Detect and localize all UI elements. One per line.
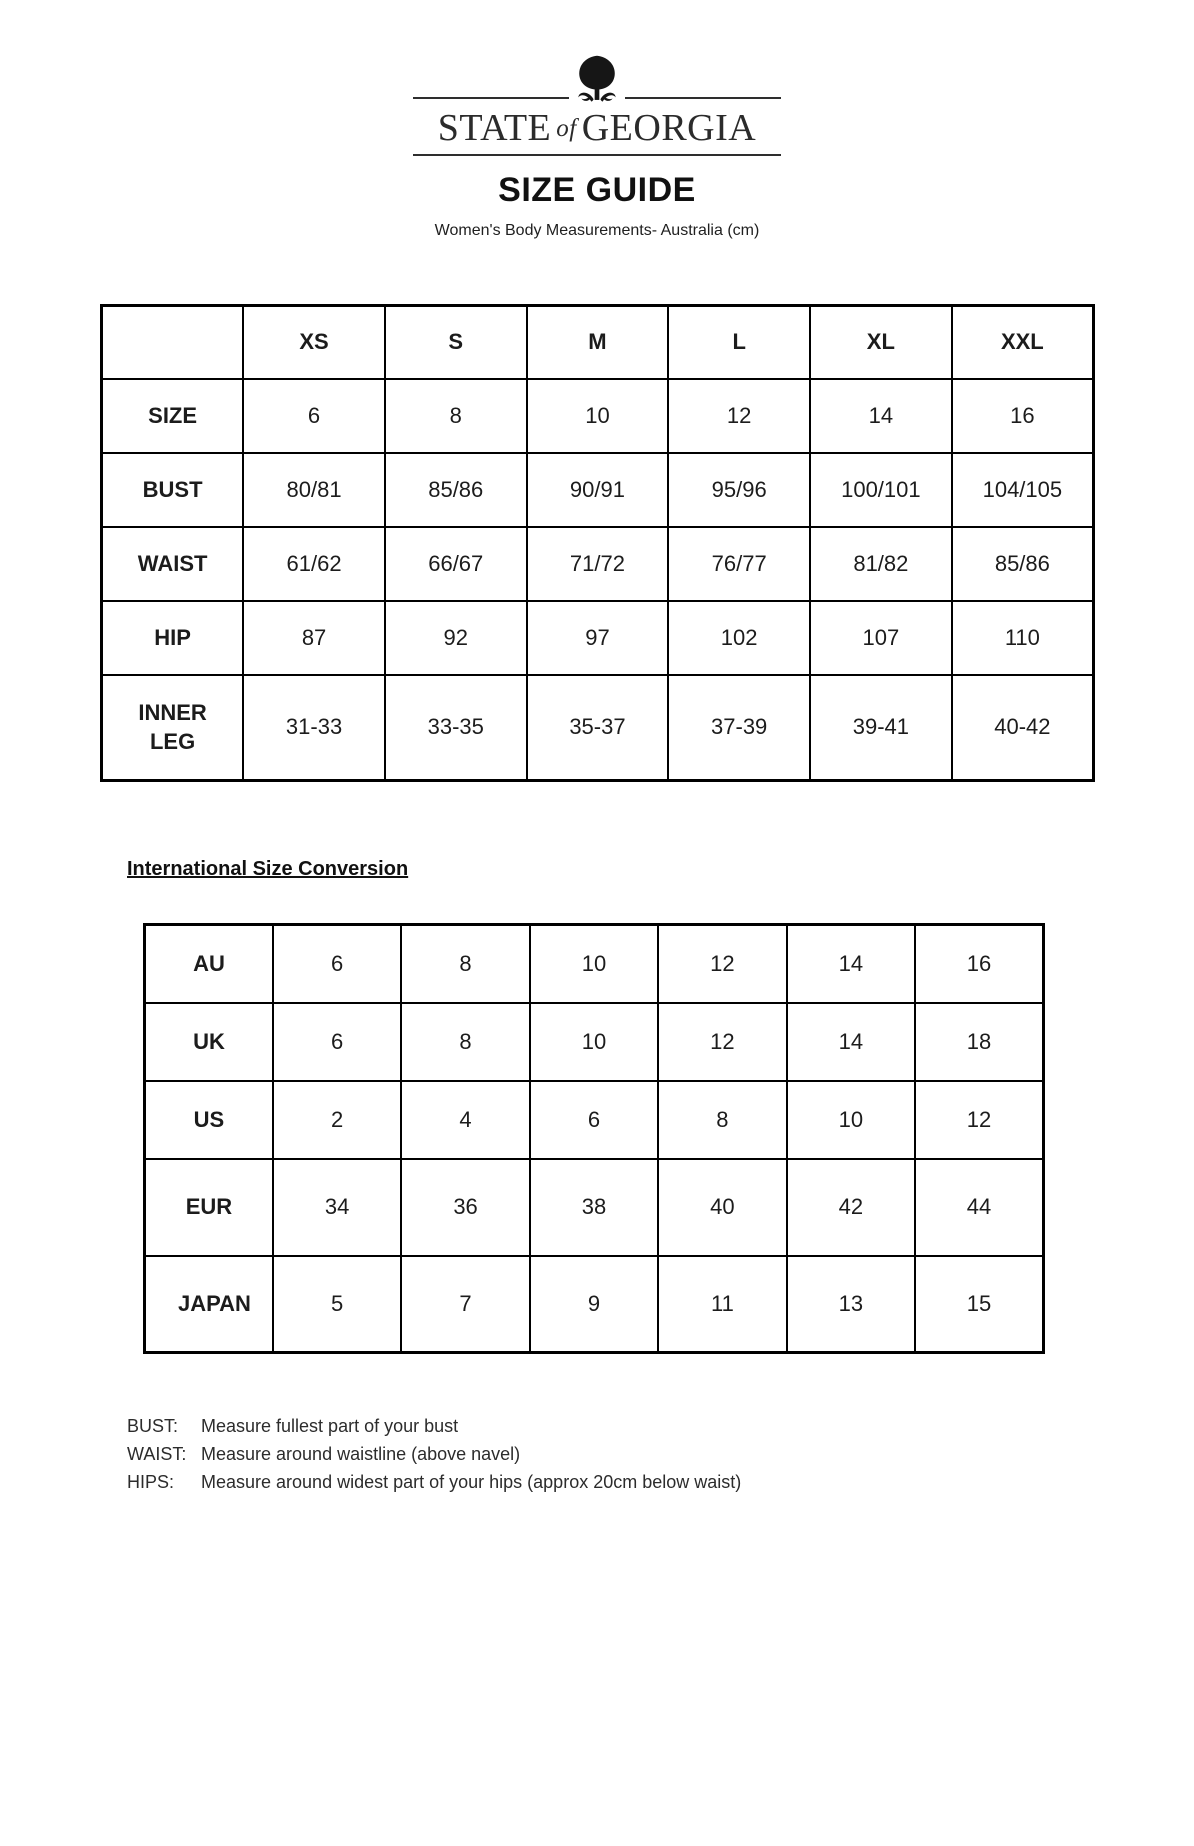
table-row-us: [145, 1081, 1044, 1159]
cell: 31-33: [243, 675, 385, 781]
logo-bottom-rule: [413, 154, 781, 156]
table-row-japan: [145, 1256, 1044, 1353]
cell: 7: [401, 1256, 529, 1353]
table-row-waist: [102, 527, 1094, 601]
cell: 14: [787, 1003, 915, 1081]
measurement-notes: [127, 1412, 1194, 1496]
cell: 37-39: [668, 675, 810, 781]
cell: 100/101: [810, 453, 952, 527]
cell: 39-41: [810, 675, 952, 781]
note-bust: [127, 1412, 1194, 1440]
row-label-size: SIZE: [102, 379, 244, 453]
cell: 85/86: [385, 453, 527, 527]
cell: 40-42: [952, 675, 1094, 781]
cell: 61/62: [243, 527, 385, 601]
table-row-au: [145, 925, 1044, 1003]
measurement-table: [100, 304, 1095, 782]
cell: 66/67: [385, 527, 527, 601]
brand-logo: [413, 54, 781, 156]
table-row-hip: [102, 601, 1094, 675]
cell: 36: [401, 1159, 529, 1256]
cell: 10: [530, 925, 658, 1003]
column-header-xs: XS: [243, 306, 385, 379]
cell: 92: [385, 601, 527, 675]
brand-name-state: STATE: [437, 107, 552, 149]
table-row-inner-leg: [102, 675, 1094, 781]
row-label-eur: EUR: [145, 1159, 273, 1256]
cell: 40: [658, 1159, 786, 1256]
column-header-s: S: [385, 306, 527, 379]
cell: 8: [401, 925, 529, 1003]
brand-name: [413, 108, 781, 149]
conversion-table: [143, 923, 1045, 1354]
measurement-header-row: [102, 306, 1094, 379]
logo-top-rule: [413, 54, 781, 106]
cell: 102: [668, 601, 810, 675]
cell: 9: [530, 1256, 658, 1353]
cell: 12: [915, 1081, 1043, 1159]
table-row-bust: [102, 453, 1094, 527]
cell: 104/105: [952, 453, 1094, 527]
cell: 42: [787, 1159, 915, 1256]
cell: 110: [952, 601, 1094, 675]
note-hips: [127, 1468, 1194, 1496]
page-subtitle: Women's Body Measurements- Australia (cm): [434, 222, 760, 240]
corner-cell: [102, 306, 244, 379]
cell: 85/86: [952, 527, 1094, 601]
cell: 16: [915, 925, 1043, 1003]
cell: 12: [658, 925, 786, 1003]
cell: 87: [243, 601, 385, 675]
row-label-bust: BUST: [102, 453, 244, 527]
row-label-waist: WAIST: [102, 527, 244, 601]
cell: 81/82: [810, 527, 952, 601]
note-waist: [127, 1440, 1194, 1468]
cell: 76/77: [668, 527, 810, 601]
cell: 18: [915, 1003, 1043, 1081]
row-label-us: US: [145, 1081, 273, 1159]
cell: 35-37: [527, 675, 669, 781]
cell: 10: [530, 1003, 658, 1081]
cell: 10: [787, 1081, 915, 1159]
cell: 71/72: [527, 527, 669, 601]
page-title: SIZE GUIDE: [498, 171, 696, 210]
row-label-au: AU: [145, 925, 273, 1003]
note-label: WAIST:: [127, 1444, 187, 1465]
cell: 13: [787, 1256, 915, 1353]
note-text: Measure fullest part of your bust: [201, 1416, 459, 1437]
cell: 14: [810, 379, 952, 453]
table-row-uk: [145, 1003, 1044, 1081]
cell: 6: [530, 1081, 658, 1159]
cell: 38: [530, 1159, 658, 1256]
column-header-l: L: [668, 306, 810, 379]
cell: 10: [527, 379, 669, 453]
row-label-japan: JAPAN: [145, 1256, 273, 1353]
note-label: BUST:: [127, 1416, 179, 1437]
cell: 16: [952, 379, 1094, 453]
row-label-hip: HIP: [102, 601, 244, 675]
cell: 6: [273, 925, 401, 1003]
note-text: Measure around widest part of your hips (approx 20cm below waist): [201, 1472, 742, 1493]
cell: 80/81: [243, 453, 385, 527]
cell: 44: [915, 1159, 1043, 1256]
cell: 97: [527, 601, 669, 675]
cell: 15: [915, 1256, 1043, 1353]
cell: 12: [658, 1003, 786, 1081]
table-row-eur: [145, 1159, 1044, 1256]
cell: 2: [273, 1081, 401, 1159]
cell: 34: [273, 1159, 401, 1256]
table-row-size: [102, 379, 1094, 453]
brand-name-georgia: GEORGIA: [581, 107, 757, 149]
column-header-xxl: XXL: [952, 306, 1094, 379]
cell: 12: [668, 379, 810, 453]
cell: 33-35: [385, 675, 527, 781]
row-label-uk: UK: [145, 1003, 273, 1081]
logo-rule-right: [625, 97, 781, 99]
cell: 4: [401, 1081, 529, 1159]
row-label-inner-leg: INNER LEG: [102, 675, 244, 781]
cell: 5: [273, 1256, 401, 1353]
brand-name-of: of: [556, 115, 577, 142]
cell: 6: [243, 379, 385, 453]
cell: 8: [385, 379, 527, 453]
column-header-m: M: [527, 306, 669, 379]
cell: 95/96: [668, 453, 810, 527]
cell: 90/91: [527, 453, 669, 527]
cell: 14: [787, 925, 915, 1003]
logo-rule-left: [413, 97, 569, 99]
cell: 6: [273, 1003, 401, 1081]
cell: 107: [810, 601, 952, 675]
note-label: HIPS:: [127, 1472, 175, 1493]
cell: 8: [658, 1081, 786, 1159]
conversion-heading: International Size Conversion: [127, 858, 409, 881]
tree-icon: [571, 54, 623, 106]
note-text: Measure around waistline (above navel): [201, 1444, 521, 1465]
cell: 11: [658, 1256, 786, 1353]
column-header-xl: XL: [810, 306, 952, 379]
cell: 8: [401, 1003, 529, 1081]
